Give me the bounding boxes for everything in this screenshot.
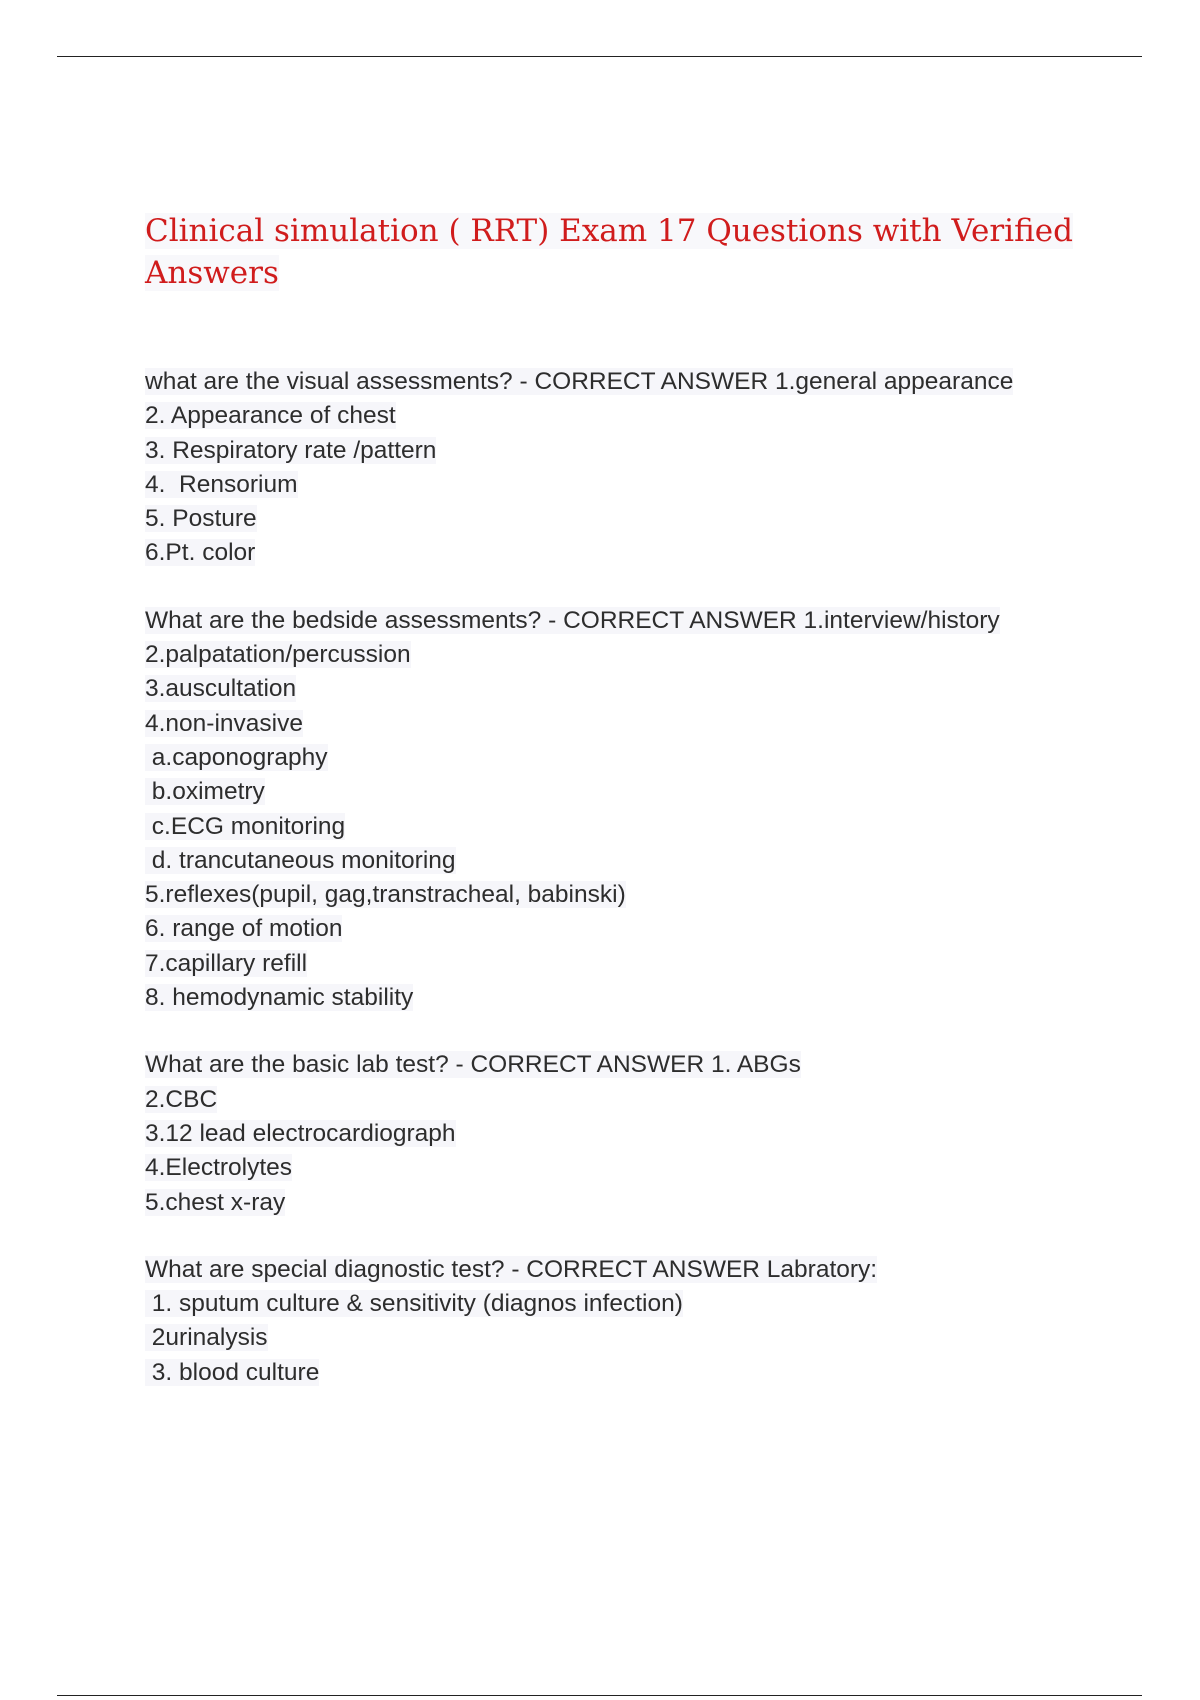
qa-line: 2.palpatation/percussion: [145, 641, 411, 669]
header-rule: [57, 56, 1142, 57]
qa-line: 3.12 lead electrocardiograph: [145, 1119, 456, 1147]
footer-rule: [57, 1695, 1142, 1696]
qa-line: 7.capillary refill: [145, 949, 308, 977]
document-title: Clinical simulation ( RRT) Exam 17 Questions with Verified Answers: [145, 213, 1073, 291]
qa-block-special-diagnostic-test: [145, 1253, 1085, 1390]
qa-line: a.caponography: [145, 743, 328, 771]
qa-line: 8. hemodynamic stability: [145, 984, 414, 1012]
qa-line: 1. sputum culture & sensitivity (diagnos infection): [145, 1290, 683, 1318]
qa-line: 4. Rensorium: [145, 470, 298, 498]
qa-line: 5. Posture: [145, 505, 257, 533]
qa-block-bedside-assessments: [145, 604, 1085, 1016]
qa-line: b.oximetry: [145, 778, 265, 806]
qa-line: 2. Appearance of chest: [145, 402, 396, 430]
qa-block-visual-assessments: [145, 365, 1085, 571]
qa-line: 5.reflexes(pupil, gag,transtracheal, babinski): [145, 881, 626, 909]
qa-line: 2.CBC: [145, 1085, 218, 1113]
document-body: [145, 210, 1085, 1423]
qa-line: what are the visual assessments? - CORRECT ANSWER 1.general appearance: [145, 368, 1014, 395]
qa-line: 2urinalysis: [145, 1324, 268, 1352]
qa-line: What are special diagnostic test? - CORRECT ANSWER Labratory:: [145, 1255, 878, 1283]
qa-line: 3. Respiratory rate /pattern: [145, 436, 437, 464]
qa-line: c.ECG monitoring: [145, 812, 346, 840]
qa-line: 3.auscultation: [145, 675, 297, 703]
qa-line: 5.chest x-ray: [145, 1188, 286, 1216]
qa-line: 4.non-invasive: [145, 709, 303, 737]
qa-block-basic-lab-test: [145, 1048, 1085, 1219]
qa-line: 6. range of motion: [145, 915, 343, 943]
qa-line: 6.Pt. color: [145, 539, 256, 567]
qa-line: 3. blood culture: [145, 1358, 320, 1386]
qa-line: What are the bedside assessments? - CORRECT ANSWER 1.interview/history: [145, 606, 1000, 634]
qa-line: 4.Electrolytes: [145, 1154, 293, 1182]
qa-line: What are the basic lab test? - CORRECT ANSWER 1. ABGs: [145, 1051, 801, 1079]
qa-line: d. trancutaneous monitoring: [145, 846, 456, 874]
